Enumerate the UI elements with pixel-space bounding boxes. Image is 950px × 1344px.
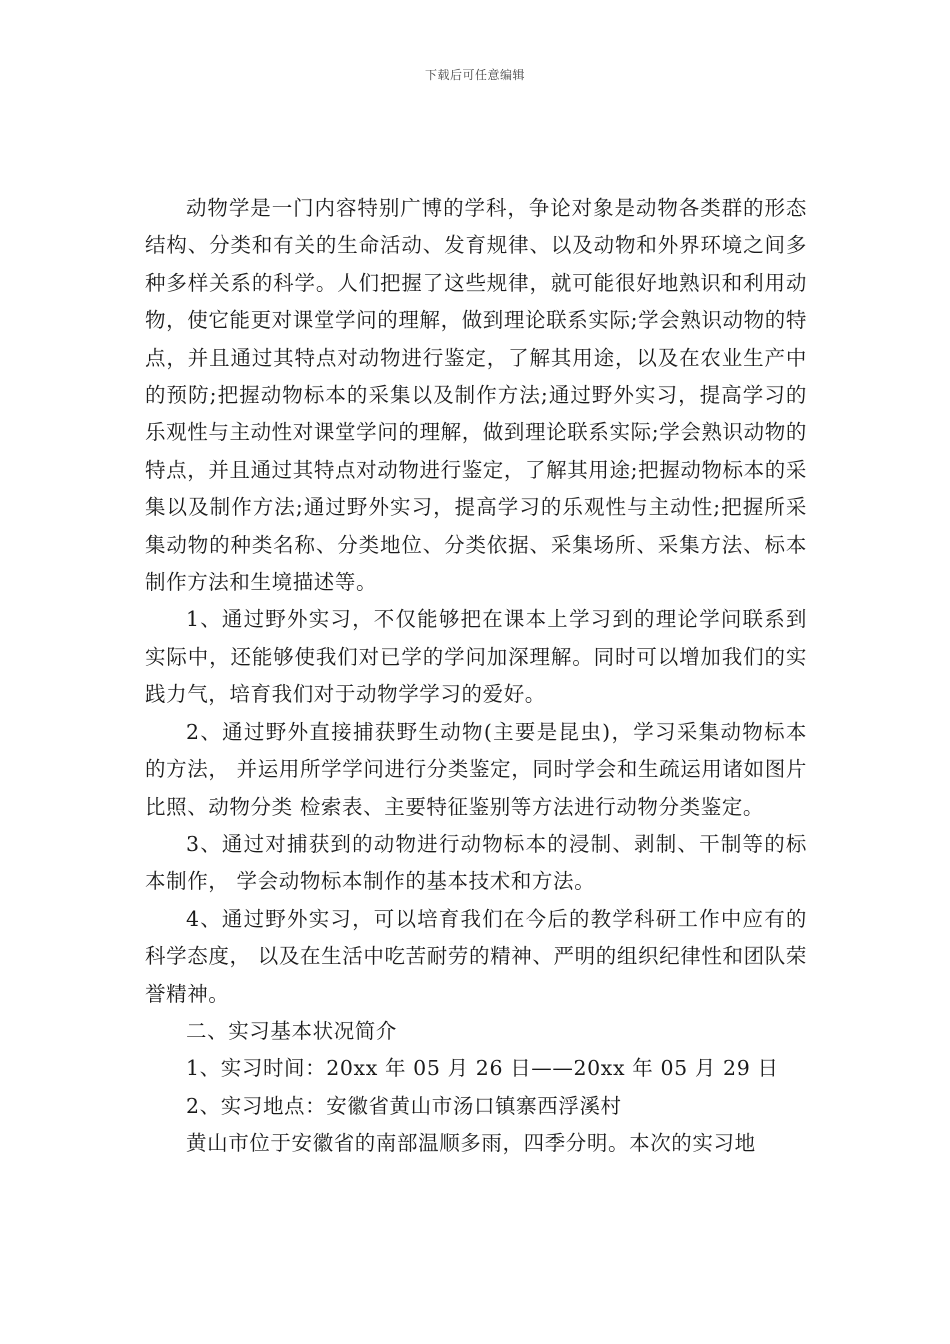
- internship-time-line: 1、实习时间：20xx 年 05 月 26 日——20xx 年 05 月 29 日: [186, 1056, 779, 1081]
- document-body: [145, 190, 807, 1163]
- page-header-note: 下载后可任意编辑: [424, 68, 525, 82]
- objective-2-paragraph: 2、通过野外直接捕获野生动物(主要是昆虫)，学习采集动物标本的方法， 并运用所学学问进行分类鉴定，同时学会和生疏运用诸如图片比照、动物分类 检索表、主要特征鉴别等方法进行动物分类鉴定。: [145, 719, 807, 819]
- internship-location-line: 2、实习地点：安徽省黄山市汤口镇寨西浮溪村: [186, 1093, 622, 1118]
- objective-3-paragraph: 3、通过对捕获到的动物进行动物标本的浸制、剥制、干制等的标本制作， 学会动物标本制作的基本技术和方法。: [145, 831, 807, 894]
- intro-paragraph: 动物学是一门内容特别广博的学科，争论对象是动物各类群的形态结构、分类和有关的生命活动、发育规律、以及动物和外界环境之间多种多样关系的科学。人们把握了这些规律，就可能很好地熟识和利用动物，使它能更对课堂学问的理解，做到理论联系实际;学会熟识动物的特点，并且通过其特点对动物进行鉴定，了解其用途，以及在农业生产中的预防;把握动物标本的采集以及制作方法;通过野外实习，提高学习的乐观性与主动性对课堂学问的理解，做到理论联系实际;学会熟识动物的特点，并且通过其特点对动物进行鉴定，了解其用途;把握动物标本的采集以及制作方法;通过野外实习，提高学习的乐观性与主动性;把握所采集动物的种类名称、分类地位、分类依据、采集场所、采集方法、标本制作方法和生境描述等。: [145, 196, 807, 595]
- section-heading-overview: 二、实习基本状况简介: [186, 1018, 397, 1043]
- objective-1-paragraph: 1、通过野外实习，不仅能够把在课本上学习到的理论学问联系到实际中，还能够使我们对已学的学问加深理解。同时可以增加我们的实践力气，培育我们对于动物学学习的爱好。: [145, 607, 807, 707]
- location-description-paragraph: 黄山市位于安徽省的南部温顺多雨，四季分明。本次的实习地: [186, 1131, 756, 1156]
- objective-4-paragraph: 4、通过野外实习，可以培育我们在今后的教学科研工作中应有的科学态度， 以及在生活中吃苦耐劳的精神、严明的组织纪律性和团队荣誉精神。: [145, 906, 807, 1006]
